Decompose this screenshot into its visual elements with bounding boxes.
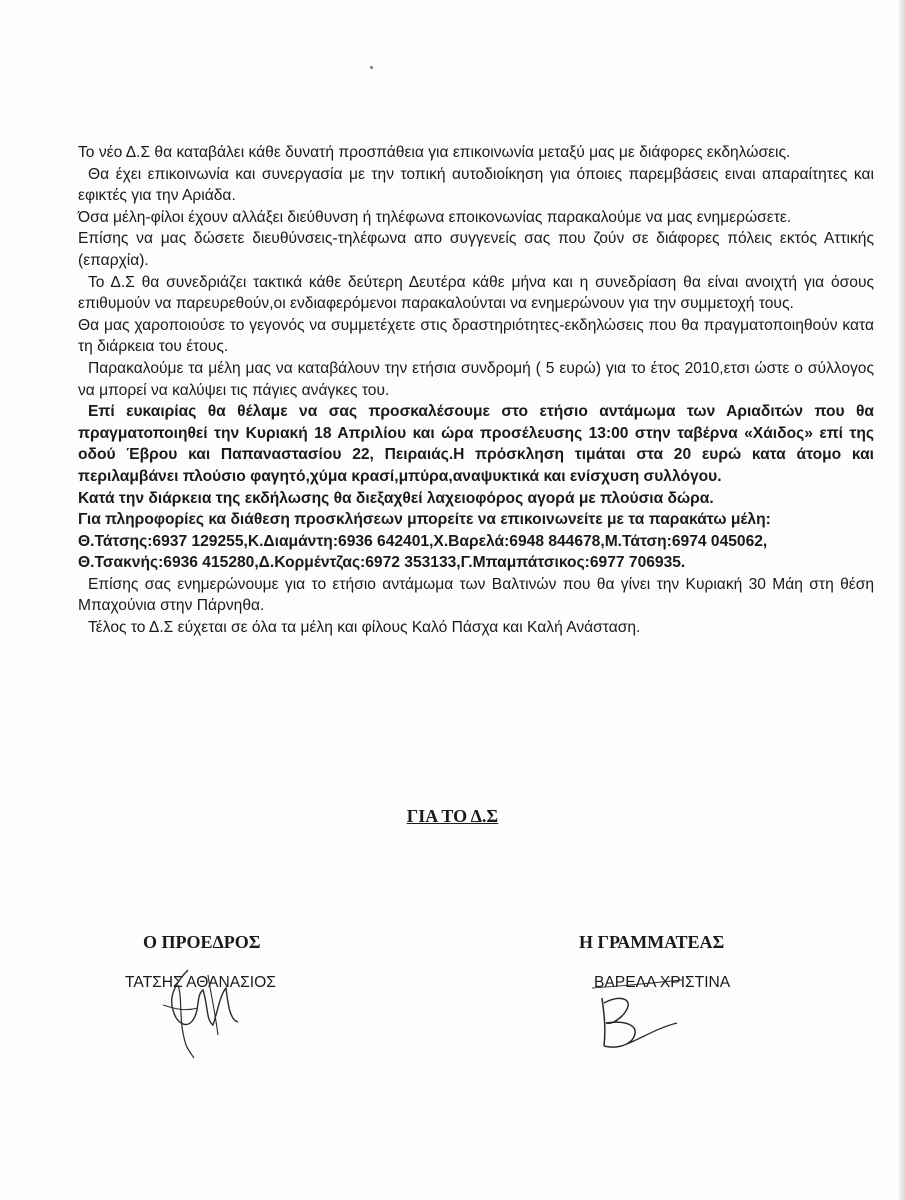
paragraph-bold: Για πληροφορίες κα διάθεση προσκλήσεων μπορείτε να επικοινωνείτε με τα παρακάτω μέλη:	[78, 511, 771, 529]
contact-line: Θ.Τσακνής:6936 415280,Δ.Κορμέντζας:6972 353133,Γ.Μπαμπάτσικος:6977 706935.	[78, 554, 686, 572]
paper-edge	[899, 0, 905, 1200]
paragraph-bold: Επί ευκαιρίας θα θέλαμε να σας προσκαλέσουμε στο ετήσιο αντάμωμα των Αριαδιτών που θα πραγματοποιηθεί την Κυριακή 18 Απριλίου και ώρα προσέλευσης 13:00 στην ταβέρνα «Χάιδος» επί της οδού Έβρου και Παπαναστασίου 22, Πειραιάς.Η πρόσκληση τιμάται στα 20 ευρώ κατα άτομο και περιλαμβάνει πλούσιο φαγητό,χύμα κρασί,μπύρα,αναψυκτικά και ενίσχυση συλλόγου.	[78, 403, 874, 485]
president-signature	[148, 950, 258, 1060]
paragraph: Επίσης σας ενημερώνουμε για το ετήσιο αντάμωμα των Βαλτινών που θα γίνει την Κυριακή 30 Μάη στη θέση Μπαχούνια στην Πάρνηθα.	[78, 575, 874, 615]
paragraph: Το νέο Δ.Σ θα καταβάλει κάθε δυνατή προσπάθεια για επικοινωνία μεταξύ μας με διάφορες εκδηλώσεις.	[78, 144, 791, 161]
paragraph: Παρακαλούμε τα μέλη μας να καταβάλουν την ετήσια συνδρομή ( 5 ευρώ) για το έτος 2010,ετσι ώστε ο σύλλογος να μπορεί να καλύψει τις πάγιες ανάγκες του.	[78, 359, 874, 399]
paragraph: Όσα μέλη-φίλοι έχουν αλλάξει διεύθυνση ή τηλέφωνα εποικονωνίας παρακαλούμε να μας ενημερώσετε.	[78, 208, 792, 226]
signature-block-title: ΓΙΑ ΤΟ Δ.Σ	[406, 806, 499, 826]
president-name: ΤΑΤΣΗΣ ΑΘΑΝΑΣΙΟΣ	[125, 974, 276, 991]
secretary-role: Η ΓΡΑΜΜΑΤΕΑΣ	[579, 932, 725, 952]
contact-line: Θ.Τάτσης:6937 129255,Κ.Διαμάντη:6936 642401,Χ.Βαρελά:6948 844678,Μ.Τάτση:6974 045062,	[78, 532, 768, 550]
paragraph: Επίσης να μας δώσετε διευθύνσεις-τηλέφωνα απο συγγενείς σας που ζούν σε διάφορες πόλεις εκτός Αττικής (επαρχία).	[78, 230, 874, 269]
paragraph: Θα έχει επικοινωνία και συνεργασία με την τοπική αυτοδιοίκηση για όποιες παρεμβάσεις ειναι απαραίτητες και εφικτές για την Αριάδα.	[78, 165, 874, 205]
scan-speck	[370, 66, 373, 69]
paragraph: Τέλος το Δ.Σ εύχεται σε όλα τα μέλη και φίλους Καλό Πάσχα και Καλή Ανάσταση.	[88, 619, 641, 637]
president-role: Ο ΠΡΟΕΔΡΟΣ	[143, 932, 261, 952]
secretary-signature	[582, 968, 692, 1058]
secretary-name: ΒΑΡΕΛΑ ΧΡΙΣΤΙΝΑ	[594, 974, 731, 991]
paragraph: Θα μας χαροποιούσε το γεγονός να συμμετέχετε στις δραστηριότητες-εκδηλώσεις που θα πραγματοποιηθούν κατα τη διάρκεια του έτους.	[78, 316, 874, 356]
paragraph: Το Δ.Σ θα συνεδριάζει τακτικά κάθε δεύτερη Δευτέρα κάθε μήνα και η συνεδρίαση θα είναι ανοιχτή για όσους επιθυμούν να παρευρεθούν,οι ενδιαφερόμενοι παρακαλούνται να ενημερώνουν για την συμμετοχή τους.	[78, 273, 874, 313]
letter-body	[78, 142, 874, 639]
paragraph-bold: Κατά την διάρκεια της εκδήλωσης θα διεξαχθεί λαχειοφόρος αγορά με πλούσια δώρα.	[78, 489, 714, 507]
